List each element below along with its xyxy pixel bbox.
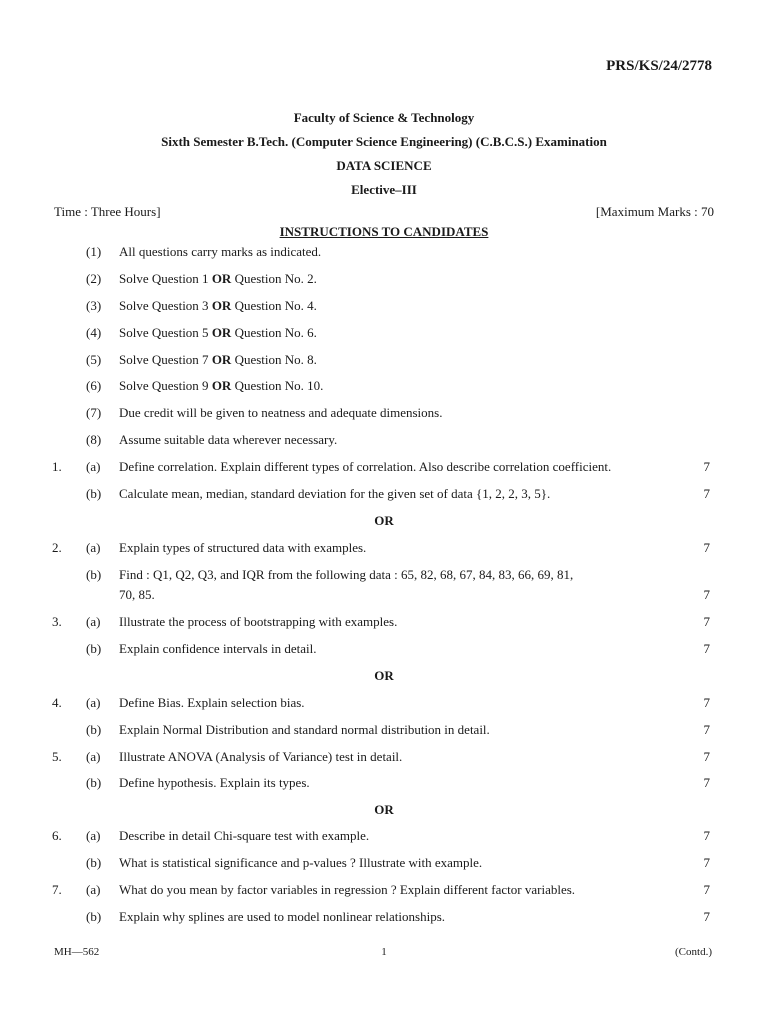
question-row <box>0 567 768 607</box>
max-marks-label: [Maximum Marks : 70 <box>595 204 714 219</box>
question-text-continued: 70, 85. <box>119 587 155 602</box>
question-text: Explain Normal Distribution and standard normal distribution in detail. <box>119 722 490 737</box>
footer-code: MH—562 <box>54 946 100 958</box>
question-part: (a) <box>86 614 101 629</box>
faculty-heading: Faculty of Science & Technology <box>293 110 475 125</box>
question-number: 1. <box>52 459 62 474</box>
or-divider: OR <box>374 668 394 683</box>
question-marks: 7 <box>703 486 710 501</box>
question-part: (b) <box>86 909 102 924</box>
question-number: 7. <box>52 882 62 897</box>
question-text: Explain types of structured data with examples. <box>119 540 367 555</box>
question-marks: 7 <box>703 882 710 897</box>
instruction-item <box>0 378 768 398</box>
instruction-number: (5) <box>86 352 102 367</box>
instruction-number: (4) <box>86 325 102 340</box>
instruction-number: (2) <box>86 271 102 286</box>
question-part: (a) <box>86 749 101 764</box>
question-row <box>0 749 768 769</box>
question-row <box>0 641 768 661</box>
instruction-number: (7) <box>86 405 102 420</box>
instruction-number: (1) <box>86 244 102 259</box>
question-part: (b) <box>86 567 102 582</box>
page-number: 1 <box>381 946 387 958</box>
instruction-text: All questions carry marks as indicated. <box>119 244 322 259</box>
question-row <box>0 540 768 560</box>
question-marks: 7 <box>703 641 710 656</box>
question-marks: 7 <box>703 909 710 924</box>
instruction-number: (3) <box>86 298 102 313</box>
question-text: Calculate mean, median, standard deviation for the given set of data {1, 2, 2, 3, 5}. <box>119 486 551 501</box>
question-text: Explain confidence intervals in detail. <box>119 641 317 656</box>
subject-title: DATA SCIENCE <box>336 158 432 173</box>
instruction-text: Due credit will be given to neatness and adequate dimensions. <box>119 405 443 420</box>
question-number: 4. <box>52 695 62 710</box>
instruction-text: Solve Question 9 OR Question No. 10. <box>119 378 324 393</box>
instructions-heading: INSTRUCTIONS TO CANDIDATES <box>279 224 489 239</box>
question-marks: 7 <box>703 749 710 764</box>
question-row <box>0 855 768 875</box>
question-row <box>0 614 768 634</box>
question-text: Find : Q1, Q2, Q3, and IQR from the following data : 65, 82, 68, 67, 84, 83, 66, 69, 81, <box>119 567 574 582</box>
or-divider: OR <box>374 802 394 817</box>
question-text: Define correlation. Explain different types of correlation. Also describe correlation coefficient. <box>119 459 612 474</box>
question-part: (b) <box>86 486 102 501</box>
question-marks: 7 <box>703 722 710 737</box>
question-part: (b) <box>86 855 102 870</box>
question-text: Define Bias. Explain selection bias. <box>119 695 305 710</box>
instruction-item <box>0 325 768 345</box>
question-part: (a) <box>86 882 101 897</box>
or-divider: OR <box>374 513 394 528</box>
question-text: What is statistical significance and p-values ? Illustrate with example. <box>119 855 483 870</box>
question-marks: 7 <box>703 775 710 790</box>
question-number: 3. <box>52 614 62 629</box>
question-marks: 7 <box>703 587 710 602</box>
instruction-item <box>0 271 768 291</box>
instruction-item <box>0 352 768 372</box>
question-number: 5. <box>52 749 62 764</box>
question-marks: 7 <box>703 614 710 629</box>
time-label: Time : Three Hours] <box>54 204 161 219</box>
exam-title: Sixth Semester B.Tech. (Computer Science Engineering) (C.B.C.S.) Examination <box>161 134 607 149</box>
question-row <box>0 486 768 506</box>
instruction-text: Solve Question 7 OR Question No. 8. <box>119 352 317 367</box>
instruction-text: Solve Question 5 OR Question No. 6. <box>119 325 317 340</box>
instruction-item <box>0 432 768 452</box>
question-text: Illustrate ANOVA (Analysis of Variance) test in detail. <box>119 749 403 764</box>
question-marks: 7 <box>703 540 710 555</box>
paper-code: PRS/KS/24/2778 <box>606 58 712 74</box>
question-part: (a) <box>86 695 101 710</box>
question-row <box>0 828 768 848</box>
question-row <box>0 909 768 929</box>
instruction-number: (8) <box>86 432 102 447</box>
question-row <box>0 459 768 479</box>
instruction-item <box>0 298 768 318</box>
question-number: 6. <box>52 828 62 843</box>
question-part: (a) <box>86 540 101 555</box>
question-text: Define hypothesis. Explain its types. <box>119 775 310 790</box>
question-part: (a) <box>86 828 101 843</box>
question-row <box>0 722 768 742</box>
instruction-text: Solve Question 1 OR Question No. 2. <box>119 271 317 286</box>
instruction-item <box>0 405 768 425</box>
elective-label: Elective–III <box>351 182 417 197</box>
question-row <box>0 882 768 902</box>
question-row <box>0 695 768 715</box>
instruction-text: Solve Question 3 OR Question No. 4. <box>119 298 317 313</box>
question-marks: 7 <box>703 695 710 710</box>
question-marks: 7 <box>703 855 710 870</box>
question-part: (a) <box>86 459 101 474</box>
question-row <box>0 775 768 795</box>
question-number: 2. <box>52 540 62 555</box>
question-text: Describe in detail Chi-square test with example. <box>119 828 370 843</box>
footer-contd: (Contd.) <box>675 946 712 958</box>
question-part: (b) <box>86 641 102 656</box>
question-text: Illustrate the process of bootstrapping with examples. <box>119 614 398 629</box>
instruction-number: (6) <box>86 378 102 393</box>
question-marks: 7 <box>703 828 710 843</box>
instruction-text: Assume suitable data wherever necessary. <box>119 432 338 447</box>
question-text: What do you mean by factor variables in regression ? Explain different factor variables. <box>119 882 576 897</box>
question-text: Explain why splines are used to model nonlinear relationships. <box>119 909 446 924</box>
question-marks: 7 <box>703 459 710 474</box>
question-part: (b) <box>86 775 102 790</box>
instruction-item <box>0 244 768 264</box>
question-part: (b) <box>86 722 102 737</box>
